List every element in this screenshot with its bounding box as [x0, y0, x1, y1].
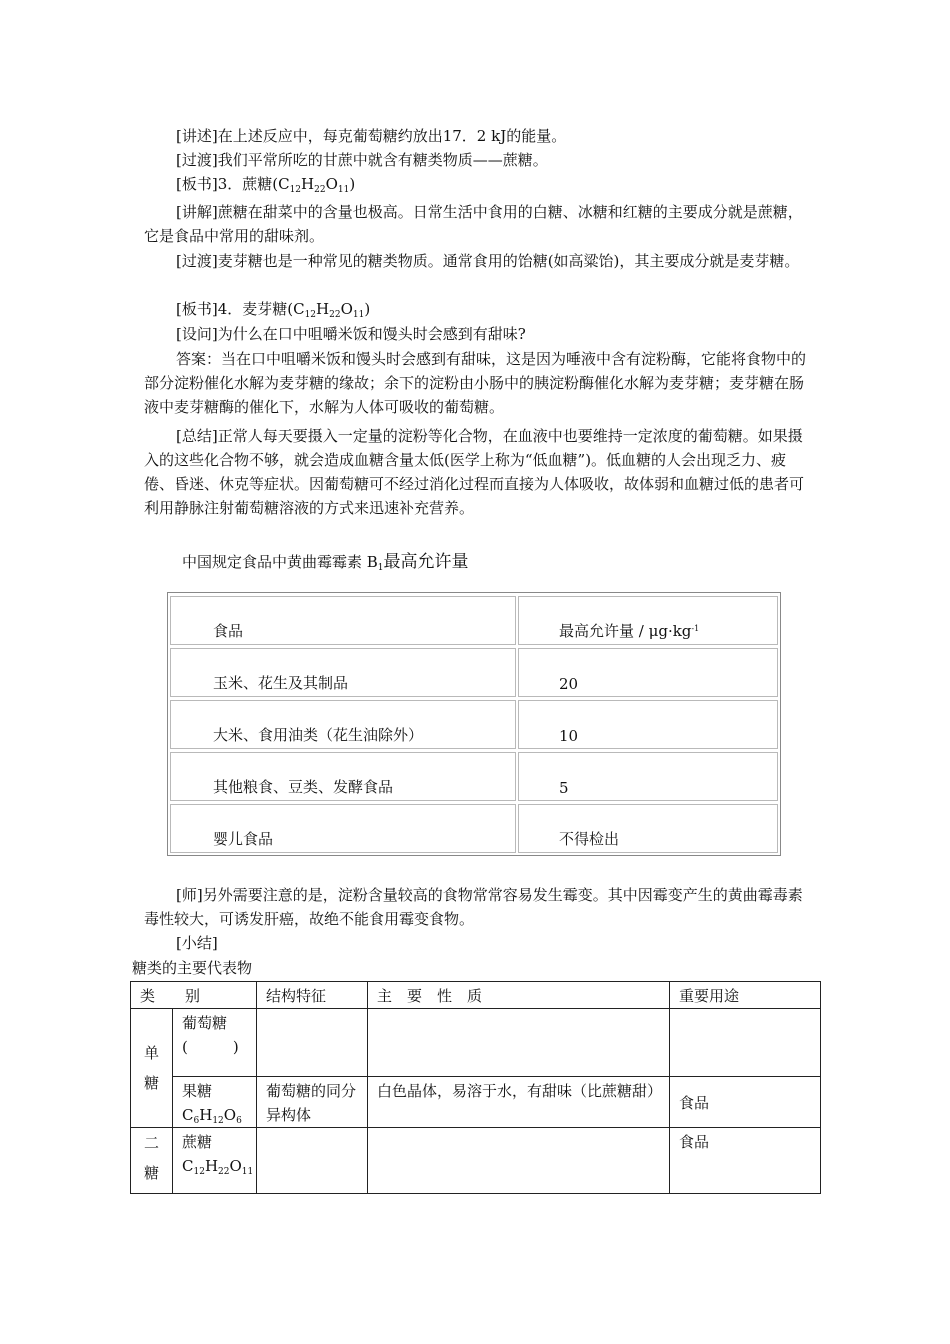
aflatoxin-table — [167, 592, 781, 856]
sucrose-formula: $C_{12}H_{22}O_{11}$ — [182, 1157, 254, 1177]
group-monosaccharide: 单 糖 — [131, 1009, 173, 1128]
fructose-properties: 白色晶体，易溶于水，有甜味（比蔗糖甜） — [368, 1077, 670, 1128]
limit-cell: 20 — [559, 675, 579, 693]
header-uses: 重要用途 — [670, 982, 821, 1009]
header-limit: 最高允许量 / $\mu g\cdot kg^{-1}$ — [559, 622, 700, 640]
paragraph-summary-label: [小结] — [176, 934, 218, 952]
table-header-row — [131, 982, 821, 1009]
fructose-structure: 葡萄糖的同分异构体 — [257, 1077, 368, 1128]
paragraph-narration: [讲述]在上述反应中，每克葡萄糖约放出17．2 kJ的能量。 — [176, 127, 567, 145]
group-disaccharide: 二 糖 — [131, 1128, 173, 1194]
aflatoxin-table-title: 中国规定食品中黄曲霉霉素 $B_1$最高允许量 — [182, 552, 469, 573]
fructose-cell: 果糖 $C_6H_{12}O_6$ — [173, 1077, 257, 1128]
paragraph-answer: 答案：当在口中咀嚼米饭和馒头时会感到有甜味，这是因为唾液中含有淀粉酶，它能将食物中的部分淀粉催化水解为麦芽糖的缘故；余下的淀粉由小肠中的胰淀粉酶催化水解为麦芽糖；麦芽糖在肠液中麦芽糖酶的催化下，水解为人体可吸收的葡萄糖。 — [144, 350, 807, 416]
limit-cell: 不得检出 — [559, 830, 620, 848]
table-row — [131, 1009, 821, 1077]
paragraph-board-sucrose: [板书]3．蔗糖$(C_{12}H_{22}O_{11})$ — [176, 175, 356, 195]
table-row — [170, 804, 778, 853]
food-cell: 玉米、花生及其制品 — [213, 674, 349, 692]
table-row — [170, 752, 778, 801]
fructose-formula: $C_6H_{12}O_6$ — [182, 1106, 242, 1126]
food-cell: 其他粮食、豆类、发酵食品 — [213, 778, 394, 796]
paragraph-transition-sucrose: [过渡]我们平常所吃的甘蔗中就含有糖类物质——蔗糖。 — [176, 151, 548, 169]
limit-cell: 10 — [559, 727, 579, 745]
table-row — [170, 700, 778, 749]
glucose-cell: 葡萄糖 ( ) — [173, 1009, 257, 1077]
paragraph-explain-sucrose: [讲解]蔗糖在甜菜中的含量也极高。日常生活中食用的白糖、冰糖和红糖的主要成分就是蔗糖，它是食品中常用的甜味剂。 — [144, 203, 803, 245]
header-properties: 主 要 性 质 — [368, 982, 670, 1009]
paragraph-transition-maltose: [过渡]麦芽糖也是一种常见的糖类物质。通常食用的饴糖(如高粱饴)，其主要成分就是麦芽糖。 — [176, 252, 800, 270]
header-category: 类 别 — [131, 982, 257, 1009]
food-cell: 大米、食用油类（花生油除外） — [213, 726, 424, 744]
limit-cell: 5 — [559, 779, 569, 797]
paragraph-teacher-mold: [师]另外需要注意的是，淀粉含量较高的食物常常容易发生霉变。其中因霉变产生的黄曲霉毒素毒性较大，可诱发肝癌，故绝不能食用霉变食物。 — [144, 886, 803, 928]
header-food: 食品 — [213, 622, 244, 640]
sucrose-cell: 蔗糖 $C_{12}H_{22}O_{11}$ — [173, 1128, 257, 1194]
paragraph-question: [设问]为什么在口中咀嚼米饭和馒头时会感到有甜味? — [176, 325, 526, 343]
table-header-row — [170, 596, 778, 645]
table-row — [131, 1128, 821, 1194]
food-cell: 婴儿食品 — [213, 830, 274, 848]
table-row — [131, 1077, 821, 1128]
sugar-table-title: 糖类的主要代表物 — [132, 959, 253, 977]
paragraph-board-maltose: [板书]4．麦芽糖$(C_{12}H_{22}O_{11})$ — [176, 300, 371, 320]
header-structure: 结构特征 — [257, 982, 368, 1009]
glucose-formula-blank: ( ) — [182, 1038, 239, 1056]
table-row — [170, 648, 778, 697]
fructose-uses: 食品 — [670, 1077, 821, 1128]
sugar-table — [130, 981, 821, 1194]
sucrose-uses: 食品 — [670, 1128, 821, 1194]
paragraph-summary: [总结]正常人每天要摄入一定量的淀粉等化合物，在血液中也要维持一定浓度的葡萄糖。如果摄入的这些化合物不够，就会造成血糖含量太低(医学上称为“低血糖”)。低血糖的人会出现乏力、疲倦、昏迷、休克等症状。因葡萄糖可不经过消化过程而直接为人体吸收，故体弱和血糖过低的患者可利用静脉注射葡萄糖溶液的方式来迅速补充营养。 — [144, 427, 805, 517]
